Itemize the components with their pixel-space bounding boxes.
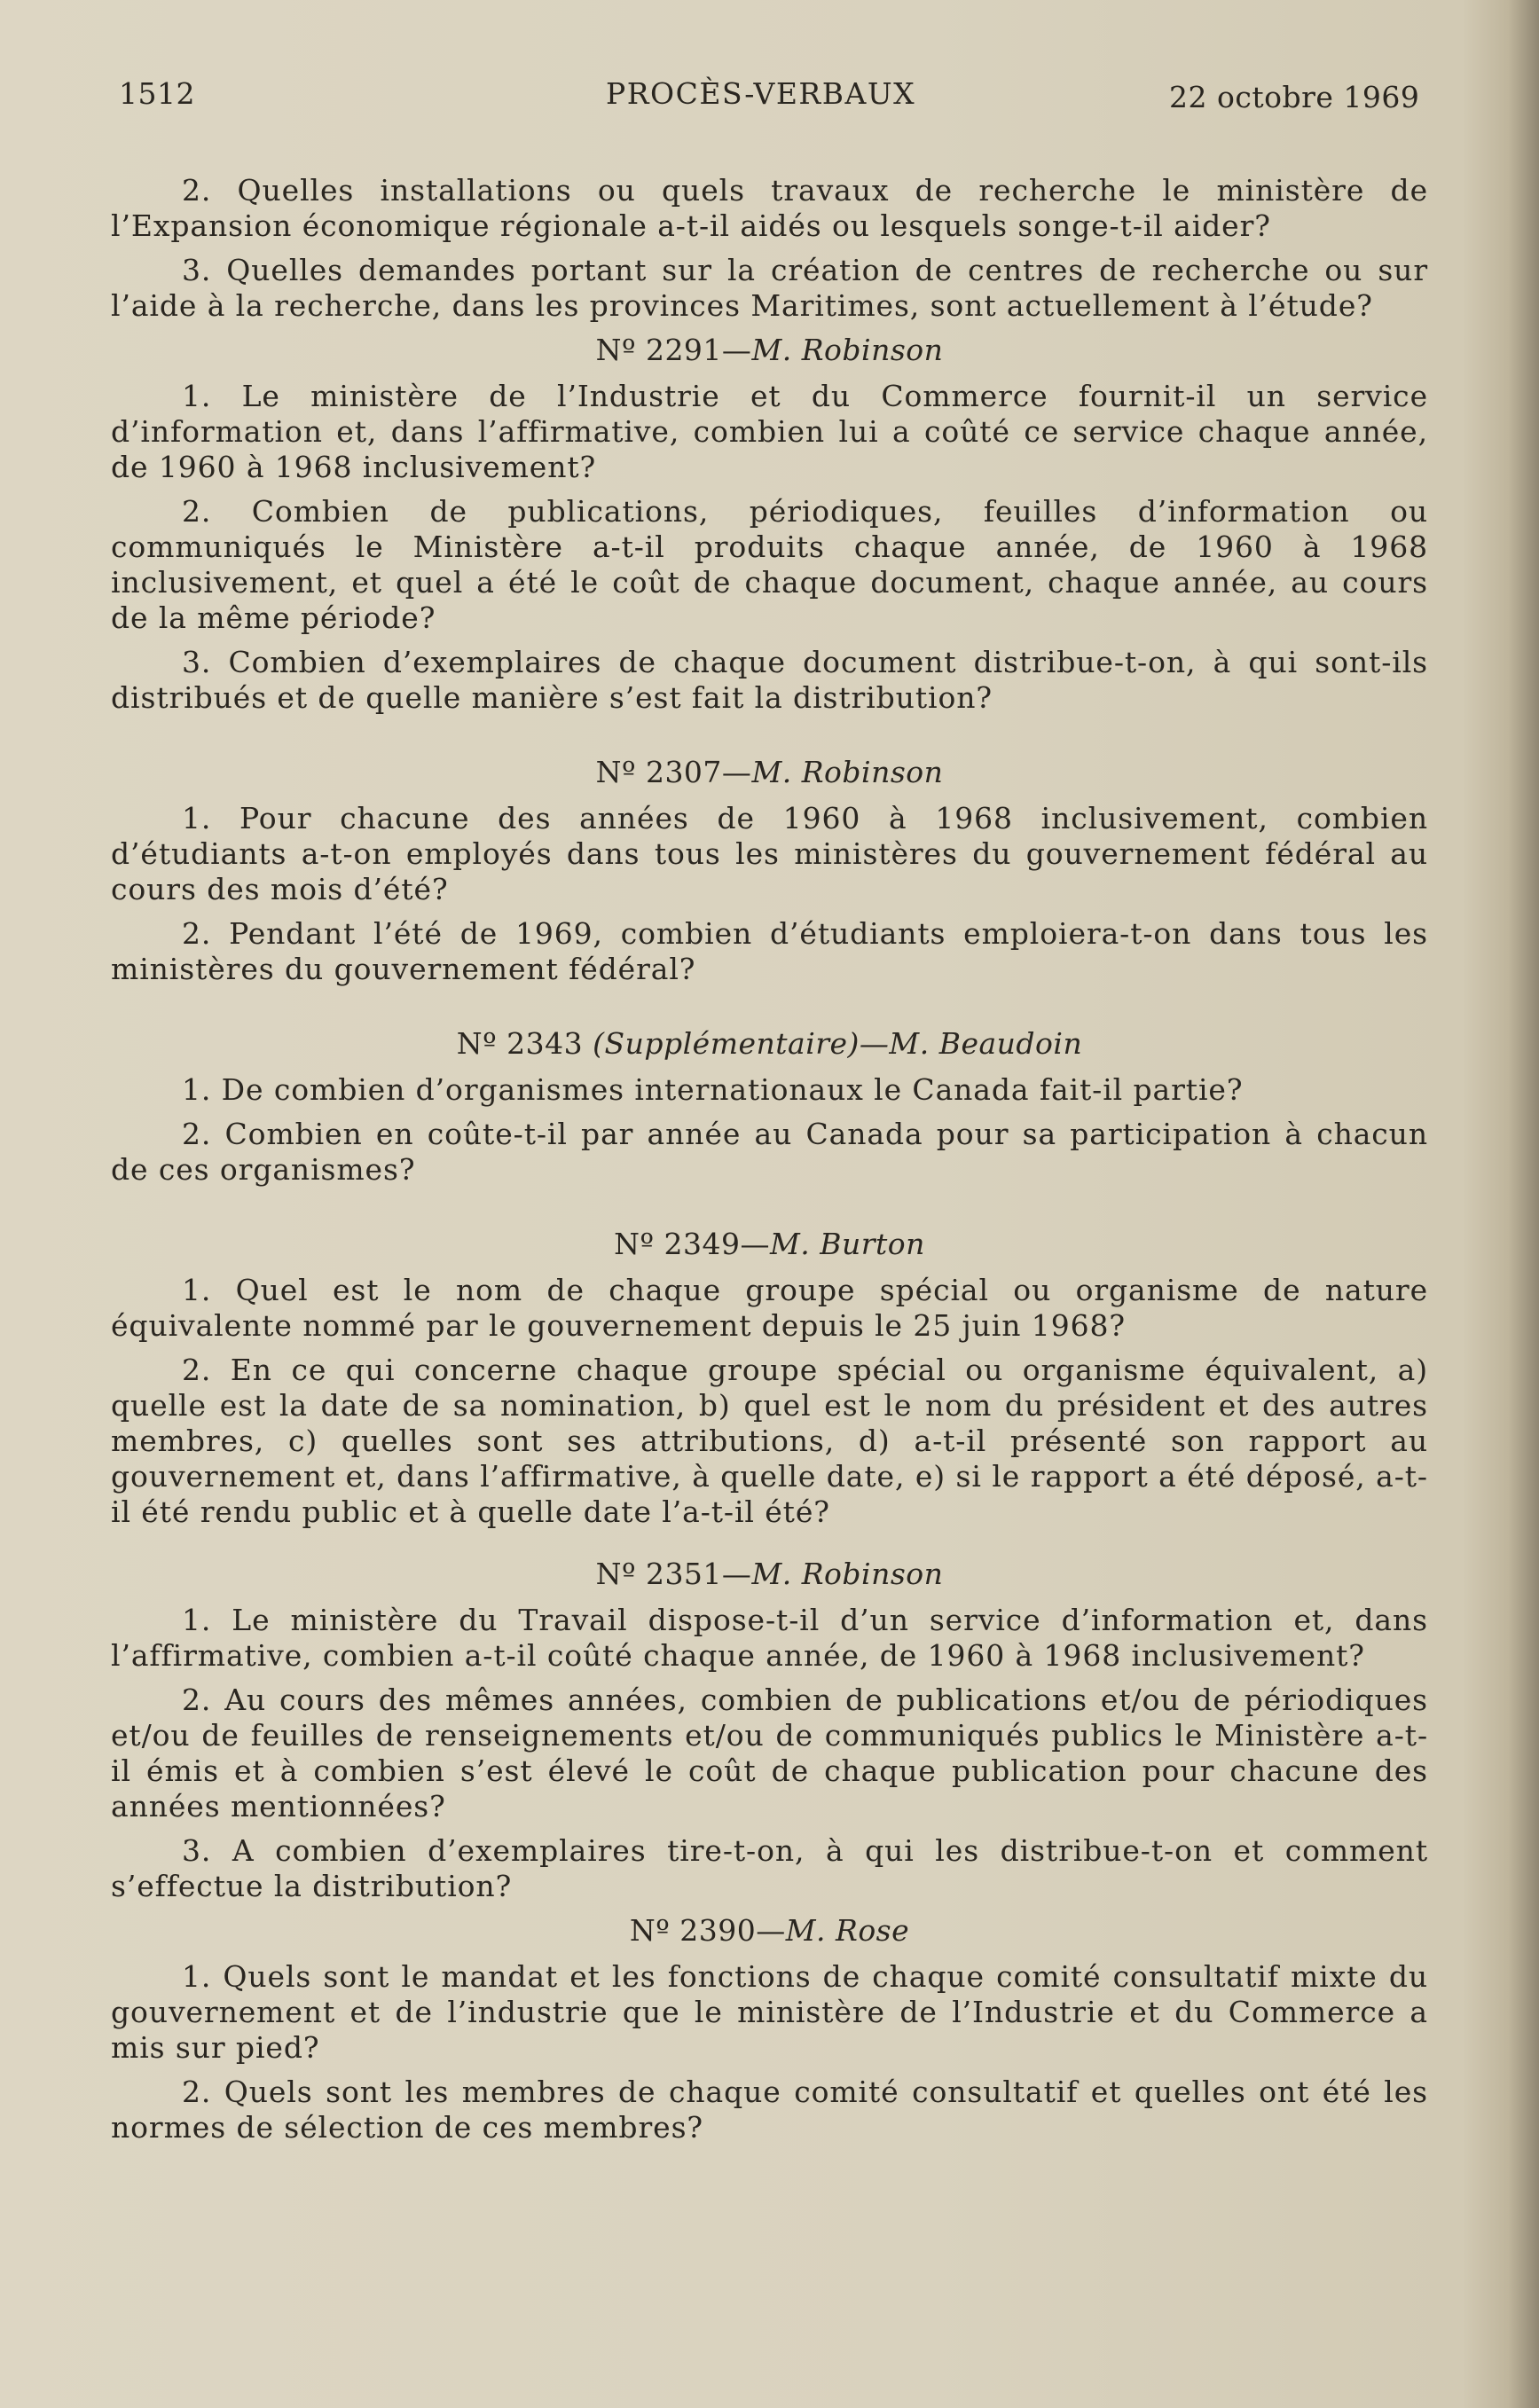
question-heading bbox=[111, 755, 1428, 790]
member-name: M. Robinson bbox=[751, 755, 944, 789]
page-date: 22 octobre 1969 bbox=[1169, 80, 1420, 114]
question-section bbox=[111, 755, 1428, 987]
question-number: Nº 2307— bbox=[595, 755, 752, 789]
question-section bbox=[111, 1026, 1428, 1188]
member-name: M. Rose bbox=[785, 1913, 910, 1948]
page-content bbox=[111, 173, 1428, 2154]
page-number: 1512 bbox=[119, 76, 195, 111]
running-title: PROCÈS-VERBAUX bbox=[606, 76, 916, 111]
question-number: Nº 2343 bbox=[456, 1026, 593, 1061]
question-heading bbox=[111, 1913, 1428, 1949]
question-paragraph: 1. Quel est le nom de chaque groupe spécial ou organisme de nature équivalente nommé par le gouvernement depuis le 25 juin 1968? bbox=[111, 1273, 1428, 1343]
question-paragraph: 1. Le ministère du Travail dispose-t-il d’un service d’information et, dans l’affirmative, combien a-t-il coûté chaque année, de 1960 à 1968 inclusivement? bbox=[111, 1603, 1428, 1673]
question-paragraph: 1. Quels sont le mandat et les fonctions de chaque comité consultatif mixte du gouvernement et de l’industrie que le ministère de l’Industrie et du Commerce a mis sur pied? bbox=[111, 1959, 1428, 2065]
question-heading bbox=[111, 1026, 1428, 1062]
question-paragraph: 2. En ce qui concerne chaque groupe spécial ou organisme équivalent, a) quelle est la date de sa nomination, b) quel est le nom du président et des autres membres, c) quelles sont ses attributions, d) a-t-il présenté son rapport au gouvernement et, dans l’affirmative, à quelle date, e) si le rapport a été déposé, a-t-il été rendu public et à quelle date l’a-t-il été? bbox=[111, 1353, 1428, 1529]
intro-paragraph: 2. Quelles installations ou quels travaux de recherche le ministère de l’Expansion économique régionale a-t-il aidés ou lesquels songe-t-il aider? bbox=[111, 173, 1428, 243]
question-section bbox=[111, 1227, 1428, 1530]
question-heading bbox=[111, 333, 1428, 368]
question-number: Nº 2349— bbox=[614, 1227, 770, 1261]
question-number: Nº 2291— bbox=[595, 333, 752, 367]
question-paragraph: 2. Combien de publications, périodiques, feuilles d’information ou communiqués le Ministère a-t-il produits chaque année, de 1960 à 1968 inclusivement, et quel a été le coût de chaque document, chaque année, au cours de la même période? bbox=[111, 494, 1428, 635]
member-name: M. Burton bbox=[769, 1227, 925, 1261]
question-number: Nº 2390— bbox=[629, 1913, 786, 1948]
question-paragraph: 1. De combien d’organismes internationaux le Canada fait-il partie? bbox=[182, 1072, 1244, 1107]
question-section bbox=[111, 333, 1428, 716]
question-paragraph: 2. Pendant l’été de 1969, combien d’étudiants emploiera-t-on dans tous les ministères du gouvernement fédéral? bbox=[111, 916, 1428, 986]
question-paragraph: 3. A combien d’exemplaires tire-t-on, à qui les distribue-t-on et comment s’effectue la distribution? bbox=[111, 1833, 1428, 1903]
member-name: M. Robinson bbox=[751, 1557, 944, 1591]
question-paragraph: 2. Quels sont les membres de chaque comité consultatif et quelles ont été les normes de sélection de ces membres? bbox=[111, 2075, 1428, 2145]
question-paragraph: 3. Combien d’exemplaires de chaque document distribue-t-on, à qui sont-ils distribués et de quelle manière s’est fait la distribution? bbox=[111, 645, 1428, 715]
member-name: (Supplémentaire)—M. Beaudoin bbox=[593, 1026, 1083, 1061]
intro-paragraph: 3. Quelles demandes portant sur la création de centres de recherche ou sur l’aide à la recherche, dans les provinces Maritimes, sont actuellement à l’étude? bbox=[111, 253, 1428, 323]
question-paragraph: 1. Pour chacune des années de 1960 à 1968 inclusivement, combien d’étudiants a-t-on employés dans tous les ministères du gouvernement fédéral au cours des mois d’été? bbox=[111, 801, 1428, 906]
question-paragraph: 2. Au cours des mêmes années, combien de publications et/ou de périodiques et/ou de feuilles de renseignements et/ou de communiqués publics le Ministère a-t-il émis et à combien s’est élevé le coût de chaque publication pour chacune des années mentionnées? bbox=[111, 1682, 1428, 1824]
page-header bbox=[114, 73, 1435, 126]
question-heading bbox=[111, 1227, 1428, 1262]
question-section bbox=[111, 1913, 1428, 2145]
question-heading bbox=[111, 1557, 1428, 1592]
question-number: Nº 2351— bbox=[595, 1557, 752, 1591]
question-paragraph: 1. Le ministère de l’Industrie et du Commerce fournit-il un service d’information et, dans l’affirmative, combien lui a coûté ce service chaque année, de 1960 à 1968 inclusivement? bbox=[111, 379, 1428, 484]
question-paragraph: 2. Combien en coûte-t-il par année au Canada pour sa participation à chacun de ces organismes? bbox=[111, 1117, 1428, 1187]
question-section bbox=[111, 1557, 1428, 1904]
member-name: M. Robinson bbox=[751, 333, 944, 367]
